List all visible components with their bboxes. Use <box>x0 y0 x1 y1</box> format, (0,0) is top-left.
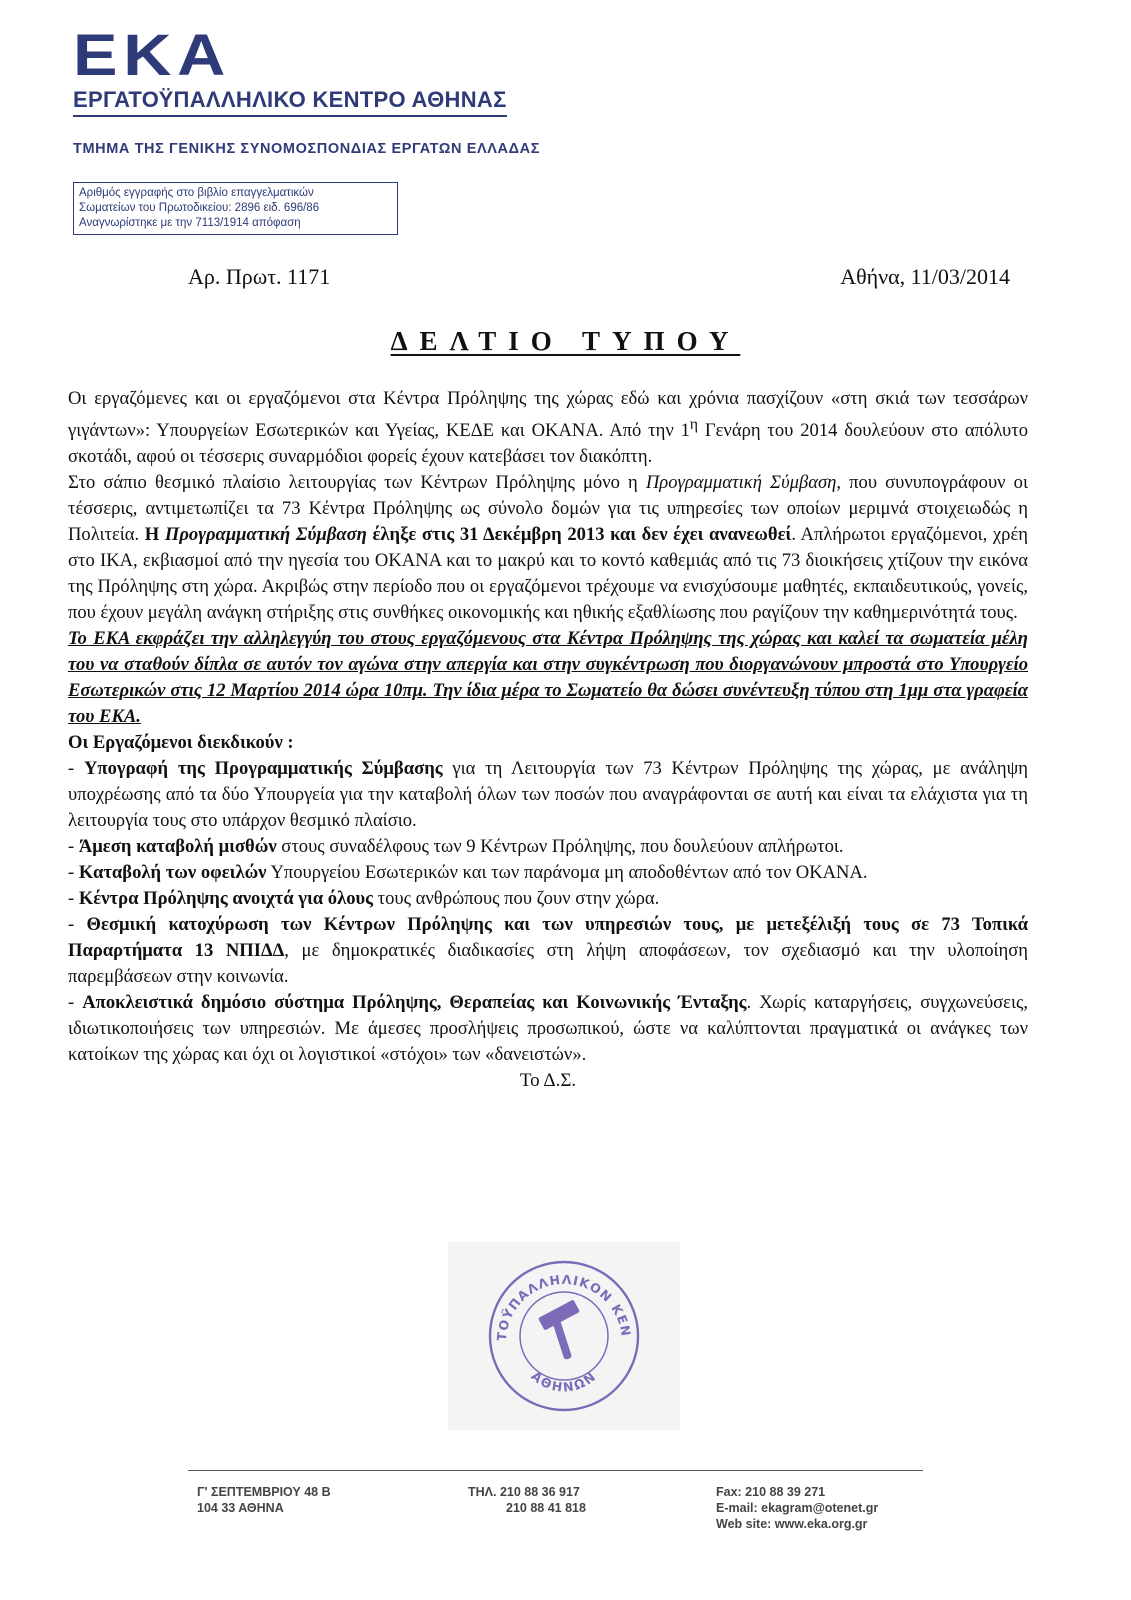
signature: Το Δ.Σ. <box>519 1070 577 1092</box>
demand-bold: Αποκλειστικά δημόσιο σύστημα Πρόληψης, Θεραπείας και Κοινωνικής Ένταξης <box>82 992 747 1014</box>
demand-text: . Χωρίς καταργήσεις, συγχωνεύσεις, ιδιωτικοποιήσεις των υπηρεσιών. Με άμεσες προσλήψεις προσωπικού, ώστε να καλύπτονται πραγματικά οι ανάγκες των κατοίκων της χώρας και όχι οι λογιστικοί «στόχοι» των «δανειστών». <box>68 992 1028 1066</box>
demand-bold: Υπογραφή της Προγραμματικής Σύμβασης <box>83 758 443 780</box>
address-line: Γ' ΣΕΠΤΕΜΒΡΙΟΥ 48 Β <box>197 1485 331 1499</box>
bold-run <box>145 524 792 545</box>
registration-box <box>73 182 398 235</box>
superscript: η <box>689 416 699 433</box>
demand-item <box>68 912 1028 990</box>
stamp-ring-textpath: ΤΟΫΠΑΛΛΗΛΙΚΟΝ ΚΕΝ <box>493 1271 634 1342</box>
solidarity-callout: Το ΕΚΑ εκφράζει την αλληλεγγύη του στους εργαζόμενους στα Κέντρα Πρόληψης της χώρας και καλεί τα σωματεία μέλη του να σταθούν δίπλα σε αυτόν τον αγώνα στην απεργία και στην συγκέντρωση που διοργανώνουν μπροστά στο Υπουργείο Εσωτερικών στις 12 Μαρτίου 2014 ώρα 10πμ. Την ίδια μέρα το Σωματείο θα δώσει συνέντευξη τύπου στη 1μμ στα γραφεία του ΕΚΑ. <box>68 628 1028 728</box>
phone-line: ΤΗΛ. 210 88 36 917 <box>468 1485 580 1499</box>
dash: - <box>68 914 87 936</box>
demand-text: στους συναδέλφους των 9 Κέντρων Πρόληψης, που δουλεύουν απλήρωτοι. <box>276 836 844 858</box>
stamp-ring-text <box>448 1242 634 1342</box>
official-stamp <box>448 1242 680 1430</box>
email-line: E-mail: ekagram@otenet.gr <box>716 1501 879 1515</box>
document-date: Αθήνα, 11/03/2014 <box>840 264 1010 289</box>
paragraph-context <box>68 470 1028 626</box>
demands-heading <box>68 730 1028 756</box>
text-run: Οι εργαζόμενες και οι εργαζόμενοι στα Κέντρα Πρόληψης της χώρας εδώ και χρόνια πασχίζουν «στη σκιά των τεσσάρων γιγάντων»: Υπουργείων Εσωτερικών και Υγείας, ΚΕΔΕ και ΟΚΑΝΑ. Από την 1 <box>68 388 1028 442</box>
protocol-number: Αρ. Πρωτ. 1171 <box>188 264 331 289</box>
website-line: Web site: www.eka.org.gr <box>716 1517 868 1531</box>
footer-contact <box>716 1484 878 1532</box>
text-run: Γενάρη του 2014 δουλεύουν στο απόλυτο σκοτάδι, αφού οι τέσσερις συναρμόδιοι φορείς έχουν κατεβάσει τον διακόπτη. <box>68 420 1028 468</box>
organization-subtitle: ΤΜΗΜΑ ΤΗΣ ΓΕΝΙΚΗΣ ΣΥΝΟΜΟΣΠΟΝΔΙΑΣ ΕΡΓΑΤΩΝ ΕΛΛΑΔΑΣ <box>73 141 541 157</box>
dash: - <box>68 992 83 1014</box>
text-run: , που συνυπογράφουν οι τέσσερις, αντιμετωπίζει τα 73 Κέντρα Πρόληψης ως σύνολο δομών για τις υπηρεσίες των οποίων μεριμνά στοιχειωδώς η Πολιτεία. <box>68 472 1028 546</box>
text-run: . Απλήρωτοι εργαζόμενοι, χρέη στο ΙΚΑ, εκβιασμοί από την ηγεσία του ΟΚΑΝΑ και το μακρύ και το κοντό καθεμιάς από τις 73 διοικήσεις χτίζουν την εικόνα της Πρόληψης στη χώρα. Ακριβώς στην περίοδο που οι εργαζόμενοι τρέχουμε να ενισχύσουμε μαθητές, εκπαιδευτικούς, γονείς, που έχουν μεγάλη ανάγκη στήριξης στις συνθήκες οικονομικής και ηθικής εξαθλίωσης που ραγίζουν την καθημερινότητά τους. <box>68 524 1028 624</box>
demand-item <box>68 834 1028 860</box>
demand-text: τους ανθρώπους που ζουν στην χώρα. <box>373 888 660 910</box>
stamp-bottom-text <box>529 1368 600 1395</box>
dash: - <box>68 836 79 858</box>
paragraph-intro <box>68 386 1028 470</box>
demands-heading-text: Οι Εργαζόμενοι διεκδικούν : <box>68 732 294 754</box>
stamp-area <box>448 1242 680 1430</box>
demand-text: , με δημοκρατικές διαδικασίες στη λήψη αποφάσεων, τον σχεδιασμό και την υλοποίηση παρεμβάσεων στην κοινωνία. <box>68 940 1029 988</box>
footer-phone <box>468 1484 586 1516</box>
organization-name: ΕΡΓΑΤΟΫΠΑΛΛΗΛΙΚΟ ΚΕΝΤΡΟ ΑΘΗΝΑΣ <box>73 88 507 117</box>
demand-item <box>68 990 1028 1068</box>
registration-line: Αναγνωρίστηκε με την 7113/1914 απόφαση <box>79 217 301 229</box>
italic-run: Προγραμματική Σύμβαση <box>164 524 367 546</box>
registration-line: Σωματείων του Πρωτοδικείου: 2896 ειδ. 696/86 <box>79 202 320 214</box>
fax-line: Fax: 210 88 39 271 <box>716 1485 826 1499</box>
dash: - <box>68 888 79 910</box>
eka-logo: ΕΚΑ <box>73 23 232 88</box>
demand-text: Υπουργείου Εσωτερικών και των παράνομα μη αποδοθέντων από τον ΟΚΑΝΑ. <box>266 862 868 884</box>
document-title-text: ΔΕΛΤΙΟ ΤΥΠΟΥ <box>390 326 741 356</box>
demand-text: για τη Λειτουργία των 73 Κέντρων Πρόληψης της χώρας, με ανάληψη υποχρέωσης από τα δύο Υπουργεία για την καταβολή όλων των ποσών που αναγράφονται σε αυτή και είναι τα ελάχιστα για τη λειτουργία τους στο υπάρχον θεσμικό πλαίσιο. <box>68 758 1028 832</box>
demand-bold: Θεσμική κατοχύρωση των Κέντρων Πρόληψης και των υπηρεσιών τους, με μετεξέλιξή τους σε 73 Τοπικά Παραρτήματα 13 ΝΠΙΔΔ <box>68 914 1028 962</box>
dash: - <box>68 862 79 884</box>
phone-line: 210 88 41 818 <box>506 1501 586 1515</box>
demand-bold: Άμεση καταβολή μισθών <box>78 836 277 858</box>
footer-divider <box>188 1470 923 1471</box>
demand-item <box>68 756 1028 834</box>
demand-item <box>68 860 1028 886</box>
stamp-bottom-textpath: ΑΘΗΝΩΝ <box>528 1368 600 1395</box>
text-run: έληξε στις 31 Δεκέμβρη 2013 και δεν έχει ανανεωθεί <box>366 524 792 546</box>
paragraph-solidarity <box>68 626 1028 730</box>
footer-address <box>197 1484 331 1516</box>
hammer-icon <box>538 1299 580 1360</box>
document-title <box>0 326 1131 357</box>
italic-run: Προγραμματική Σύμβαση <box>645 472 837 494</box>
demand-bold: Κέντρα Πρόληψης ανοιχτά για όλους <box>78 888 373 910</box>
address-line: 104 33 ΑΘΗΝΑ <box>197 1501 284 1515</box>
text-run: Στο σάπιο θεσμικό πλαίσιο λειτουργίας των Κέντρων Πρόληψης μόνο η <box>68 472 646 494</box>
demand-item <box>68 886 1028 912</box>
demand-bold: Καταβολή των οφειλών <box>78 862 267 884</box>
dash: - <box>68 758 84 780</box>
registration-line: Αριθμός εγγραφής στο βιβλίο επαγγελματικών <box>79 187 314 199</box>
document-body <box>68 386 1028 1094</box>
text-run: Η <box>144 524 165 546</box>
